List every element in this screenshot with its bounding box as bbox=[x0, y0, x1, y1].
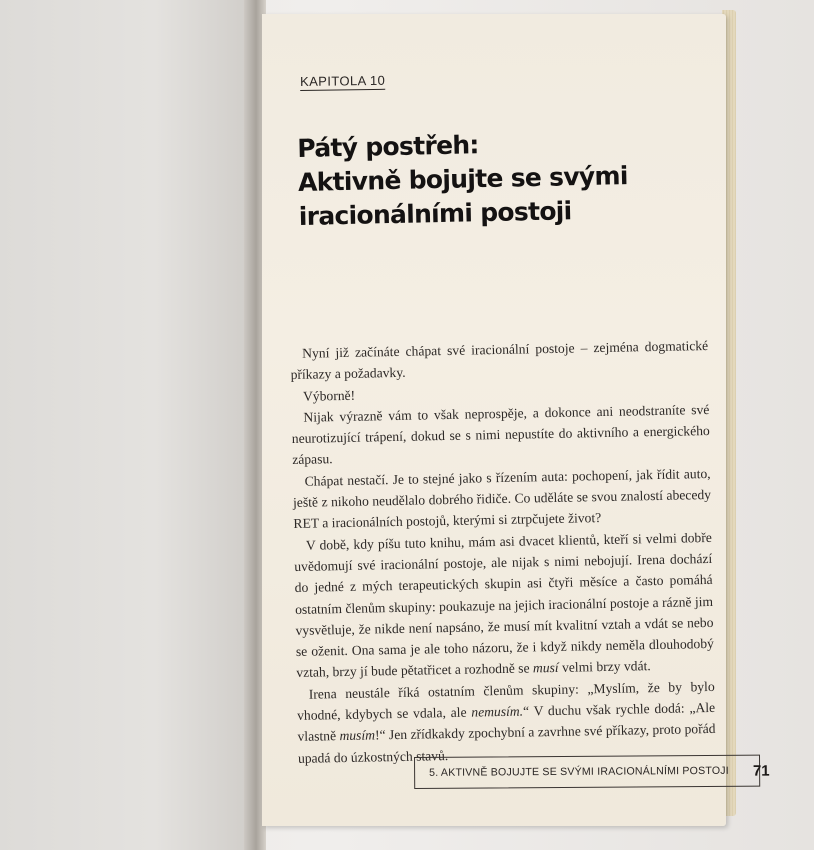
page-number: 71 bbox=[752, 762, 770, 780]
paragraph-5-text-b: velmi brzy vdát. bbox=[558, 658, 651, 676]
paragraph-6-text-c: !“ Jen zřídkakdy zpochybní a zavrhne své příkazy, proto pořád upadá do úzkostných stavů. bbox=[297, 721, 716, 766]
paragraph-3: Nijak výrazně vám to však neprospěje, a dokonce ani neodstraníte své neurotizující trápení, dokud se s nimi nepustíte do aktivního a energického zápasu. bbox=[291, 401, 710, 468]
paragraph-6-emphasis-1: nemusím. bbox=[471, 703, 524, 720]
paragraph-6-text-b: “ V duchu však rychle dodá: „Ale vlastně bbox=[297, 699, 716, 745]
chapter-title-line-3: iracionálními postoji bbox=[298, 196, 572, 231]
paragraph-2: Výborně! bbox=[302, 387, 356, 404]
running-footer bbox=[414, 755, 770, 789]
chapter-title-line-1: Pátý postřeh: bbox=[297, 130, 479, 163]
paragraph-1: Nyní již začínáte chápat své iracionální postoje – zejména dogmatické příkazy a požadavky. bbox=[290, 337, 709, 383]
paragraph-6-text-a: Irena neustále říká ostatním členům skupiny: „Myslím, že by bylo vhodné, kdybych se vdala, ale bbox=[297, 678, 715, 723]
paragraph-5 bbox=[294, 527, 715, 684]
chapter-title bbox=[297, 125, 628, 234]
chapter-label: KAPITOLA 10 bbox=[300, 72, 386, 89]
paragraph-5-emphasis: musí bbox=[532, 660, 559, 676]
paragraph-5-text-a: V době, kdy píšu tuto knihu, mám asi dvacet klientů, kteří si velmi dobře uvědomují své iracionální postoje, ale nijak s nimi nebojují. Irena dochází do jedné z mých terapeutických skupin asi čtyři měsíce a často pomáhá ostatním členům skupiny: poukazuje na jejich iracionální postoje a rázně jim vysvětluje, že nikde není napsáno, že musí mít kvalitní vztah a vdát se nebo se oženit. Ona sama je ale toho názoru, že i když nikdy neměla dlouhodobý vztah, brzy jí bude pětatřicet a rozhodně se bbox=[294, 529, 714, 681]
running-head: 5. AKTIVNĚ BOJUJTE SE SVÝMI IRACIONÁLNÍMI POSTOJI bbox=[429, 764, 729, 779]
chapter-title-line-2: Aktivně bojujte se svými bbox=[297, 161, 628, 197]
paragraph-6-emphasis-2: musím bbox=[339, 727, 376, 744]
body-text bbox=[290, 335, 716, 769]
left-page bbox=[0, 0, 258, 850]
paragraph-4: Chápat nestačí. Je to stejné jako s řízením auta: pochopení, jak řídit auto, ještě z nikoho neudělalo dobrého řidiče. Co uděláte se svou znalostí abecedy RET a iracionálních postojů, kterými si ztrpčujete život? bbox=[292, 465, 712, 532]
